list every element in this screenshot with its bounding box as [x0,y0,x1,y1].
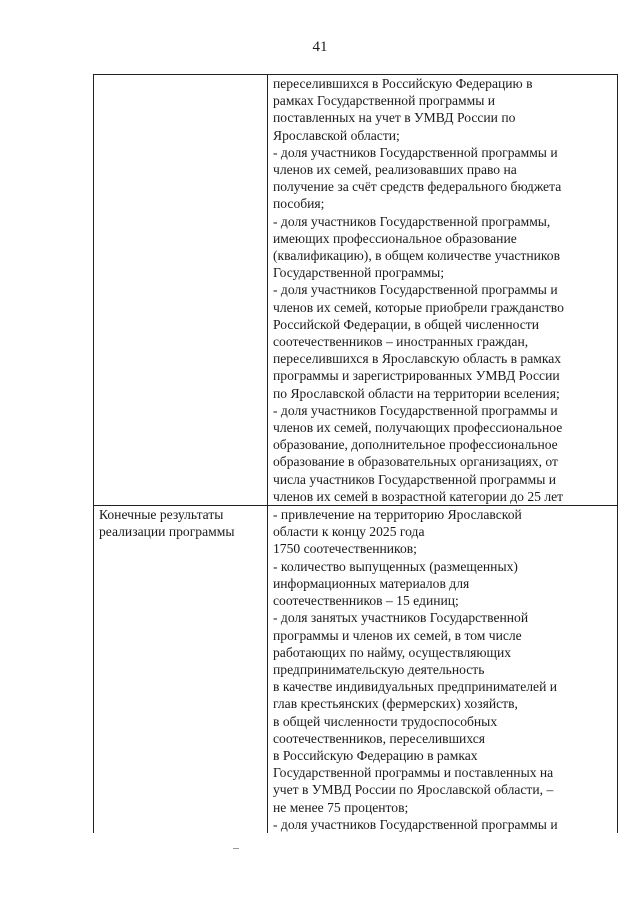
text-line: не менее 75 процентов; [273,799,409,815]
row-1-content-cell [268,75,618,506]
text-line: предпринимательскую деятельность [273,661,485,677]
text-line: поставленных на учет в УМВД России по [273,110,516,126]
text-line: по Ярославской области на территории вселения; [273,385,560,401]
text-line: - доля участников Государственной программы и [273,402,558,418]
text-line: - доля участников Государственной программы и [273,282,558,298]
text-line: программы и членов их семей, в том числе [273,627,522,643]
text-line: глав крестьянских (фермерских) хозяйств, [273,696,518,712]
text-line: образование в образовательных организациях, от [273,454,558,470]
final-results-content-cell [268,506,618,833]
text-line: в общей численности трудоспособных [273,713,498,729]
text-line: - количество выпущенных (размещенных) [273,558,518,574]
row-1-label-cell [94,75,268,506]
text-line: учет в УМВД России по Ярославской области, – [273,782,554,798]
text-line: Государственной программы и поставленных на [273,765,554,781]
text-line: области к концу 2025 года [273,524,425,540]
text-line: членов их семей, которые приобрели гражданство [273,299,564,315]
text-line: в Российскую Федерацию в рамках [273,747,478,763]
text-line: работающих по найму, осуществляющих [273,644,512,660]
text-line: 1750 соотечественников; [273,541,417,557]
program-table [93,74,618,833]
final-results-label-cell [94,506,268,833]
text-line: соотечественников – иностранных граждан, [273,334,529,350]
text-line: образование, дополнительное профессиональное [273,437,558,453]
text-line: соотечественников – 15 единиц; [273,593,459,609]
text-line: Конечные результаты [99,507,224,523]
text-line: в качестве индивидуальных предпринимателей и [273,679,558,695]
text-line: числа участников Государственной программы и [273,471,557,487]
text-line: - доля участников Государственной программы, [273,213,551,229]
text-line: реализации программы [99,524,235,540]
scan-artifact [233,848,239,849]
text-line: переселившихся в Российскую Федерацию в [273,76,533,91]
text-line: - доля занятых участников Государственной [273,610,529,626]
text-line: - доля участников Государственной программы и [273,144,558,160]
text-line: переселившихся в Ярославскую область в рамках [273,351,562,367]
text-line: получение за счёт средств федерального бюджета [273,179,562,195]
text-line: информационных материалов для [273,575,470,591]
table-row [94,75,618,506]
text-line: членов их семей, получающих профессиональное [273,420,563,436]
text-line: Государственной программы; [273,265,445,281]
text-line: членов их семей в возрастной категории до 25 лет [273,488,564,504]
text-line: - доля участников Государственной программы и [273,816,558,832]
text-line: - привлечение на территорию Ярославской [273,507,522,523]
text-line: (квалификацию), в общем количестве участников [273,248,561,264]
page-number: 41 [312,39,328,55]
text-line: Российской Федерации, в общей численности [273,316,539,332]
text-line: рамках Государственной программы и [273,93,496,109]
text-line: имеющих профессиональное образование [273,230,517,246]
text-line: пособия; [273,196,325,212]
text-line: соотечественников, переселившихся [273,730,486,746]
text-line: программы и зарегистрированных УМВД России [273,368,560,384]
table-row [94,506,618,833]
text-line: Ярославской области; [273,127,400,143]
text-line: членов их семей, реализовавших право на [273,162,517,178]
